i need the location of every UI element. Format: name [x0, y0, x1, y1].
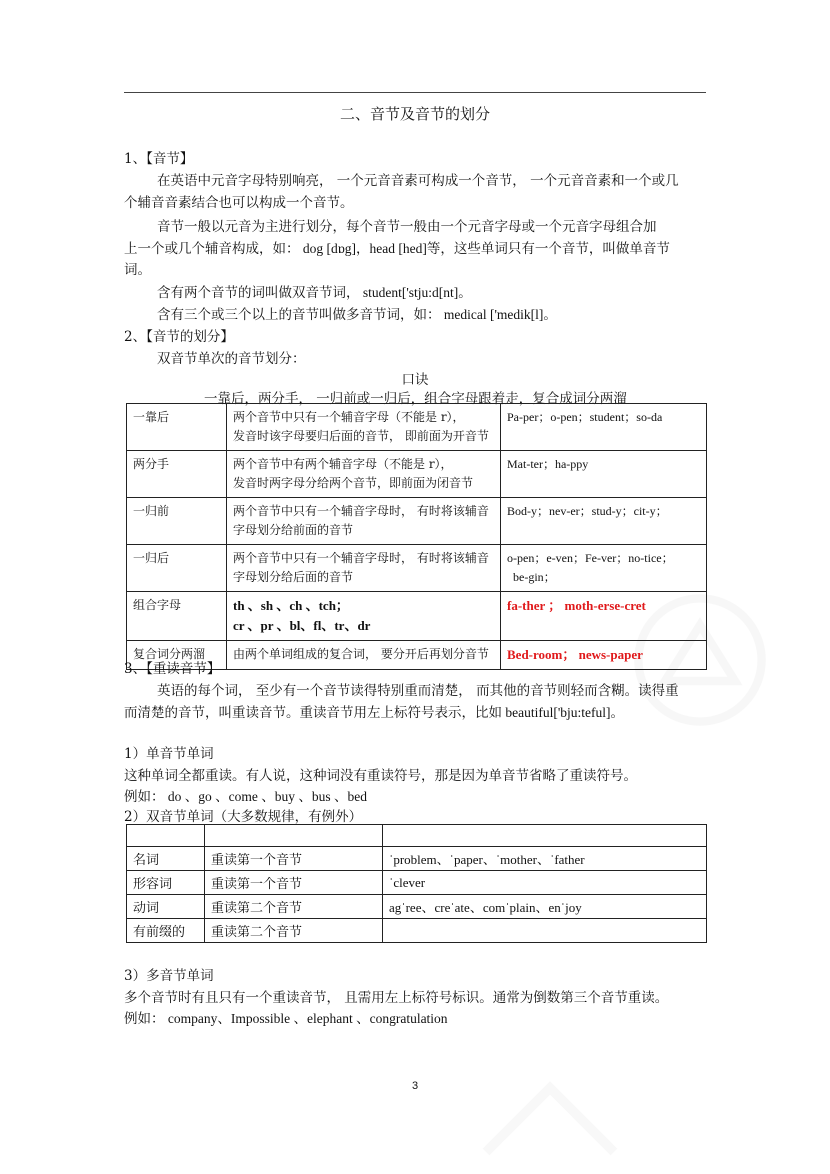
- word-class: 有前缀的: [127, 919, 205, 943]
- example-line: 例如： do 、go 、come 、buy 、bus 、bed: [124, 789, 367, 804]
- word-class: 名词: [127, 847, 205, 871]
- paragraph-line: 双音节单次的音节划分：: [157, 351, 306, 367]
- word-examples: ˈclever: [383, 871, 707, 895]
- paragraph-line: 这种单词全都重读。有人说，这种词没有重读符号，那是因为单音节省略了重读符号。: [124, 768, 637, 784]
- stress-rule: 重读第一个音节: [205, 871, 383, 895]
- section-heading: 1、【音节】: [124, 151, 194, 167]
- table-row: [127, 825, 707, 847]
- paragraph-line: 含有两个音节的词叫做双音节词， student['stju:d[nt]。: [157, 285, 472, 300]
- paragraph-line: 英语的每个词， 至少有一个音节读得特别重而清楚， 而其他的音节则轻而含糊。读得重: [157, 683, 679, 699]
- paragraph-line: 上一个或几个辅音构成，如： dog [dɒg]，head [hed]等，这些单词只有一个音节，叫做单音节: [124, 241, 670, 256]
- paragraph-line: 个辅音音素结合也可以构成一个音节。: [124, 195, 354, 211]
- table-row: [127, 545, 707, 592]
- paragraph-line: 在英语中元音字母特别响亮， 一个元音音素可构成一个音节， 一个元音音素和一个或几: [157, 173, 679, 189]
- section-heading: 3、【重读音节】: [124, 661, 221, 677]
- rule-name: 组合字母: [127, 592, 227, 641]
- mnemonic-line: 一靠后，两分手， 一归前或一归后，组合字母跟着走，复合成词分两溜: [204, 391, 627, 407]
- subsection-title: 1）单音节单词: [124, 746, 214, 762]
- subsection-title: 3）多音节单词: [124, 968, 214, 984]
- stress-rule: 重读第二个音节: [205, 895, 383, 919]
- stress-rule: 重读第一个音节: [205, 847, 383, 871]
- rule-example: Bed-room； news-paper: [501, 641, 707, 670]
- rule-example: o-pen；e-ven；Fe-ver；no-tice； be-gin；: [501, 545, 707, 592]
- section-heading: 2、【音节的划分】: [124, 329, 234, 345]
- rule-name: 两分手: [127, 451, 227, 498]
- example-line: 例如： company、Impossible 、elephant 、congratulation: [124, 1011, 448, 1026]
- paragraph-line: 多个音节时有且只有一个重读音节， 且需用左上标符号标识。通常为倒数第三个音节重读。: [124, 990, 669, 1006]
- page-number: 3: [411, 1080, 419, 1092]
- rule-name: 复合词分两溜: [127, 641, 227, 670]
- word-class: 动词: [127, 895, 205, 919]
- table-row: [127, 498, 707, 545]
- rule-description: 由两个单词组成的复合词， 要分开后再划分音节: [227, 641, 501, 670]
- word-examples: ˈproblem、ˈpaper、ˈmother、ˈfather: [383, 847, 707, 871]
- rule-description: 两个音节中只有一个辅音字母时， 有时将该辅音 字母划分给前面的音节: [227, 498, 501, 545]
- table-row: [127, 404, 707, 451]
- rule-name: 一归后: [127, 545, 227, 592]
- syllable-division-table: [126, 403, 707, 670]
- paragraph-line: 词。: [124, 262, 151, 278]
- subsection-title: 2）双音节单词（大多数规律，有例外）: [124, 809, 363, 825]
- table-row: [127, 895, 707, 919]
- table-row: [127, 592, 707, 641]
- page-title: 二、音节及音节的划分: [339, 105, 490, 123]
- rule-description: 两个音节中有两个辅音字母（不能是 r）， 发音时两字母分给两个音节，即前面为闭音节: [227, 451, 501, 498]
- stress-rule: 重读第二个音节: [205, 919, 383, 943]
- table-row: [127, 919, 707, 943]
- rule-description: 两个音节中只有一个辅音字母（不能是 r）， 发音时该字母要归后面的音节， 即前面为开音节: [227, 404, 501, 451]
- two-syllable-table: [126, 824, 707, 943]
- rule-example: fa-ther ； moth-erse-cret: [501, 592, 707, 641]
- rule-name: 一归前: [127, 498, 227, 545]
- paragraph-line: 含有三个或三个以上的音节叫做多音节词，如： medical ['medik[l]。: [157, 307, 557, 322]
- rule-name: 一靠后: [127, 404, 227, 451]
- table-row: [127, 871, 707, 895]
- word-class: 形容词: [127, 871, 205, 895]
- rule-example: Pa-per；o-pen；student；so-da: [501, 404, 707, 451]
- rule-example: Bod-y；nev-er；stud-y；cit-y；: [501, 498, 707, 545]
- rule-description: th 、sh 、ch 、tch； cr 、pr 、bl、fl、tr、dr: [227, 592, 501, 641]
- rule-description: 两个音节中只有一个辅音字母时， 有时将该辅音 字母划分给后面的音节: [227, 545, 501, 592]
- word-examples: [383, 919, 707, 943]
- table-row: [127, 451, 707, 498]
- rule-example: Mat-ter；ha-ppy: [501, 451, 707, 498]
- word-examples: agˈree、creˈate、comˈplain、enˈjoy: [383, 895, 707, 919]
- paragraph-line: 音节一般以元音为主进行划分，每个音节一般由一个元音字母或一个元音字母组合加: [157, 219, 657, 235]
- mnemonic-title: 口诀: [401, 372, 429, 388]
- table-row: [127, 847, 707, 871]
- paragraph-line: 而清楚的音节，叫重读音节。重读音节用左上标符号表示，比如 beautiful['bju:teful]。: [124, 705, 625, 720]
- header-rule: [124, 92, 706, 93]
